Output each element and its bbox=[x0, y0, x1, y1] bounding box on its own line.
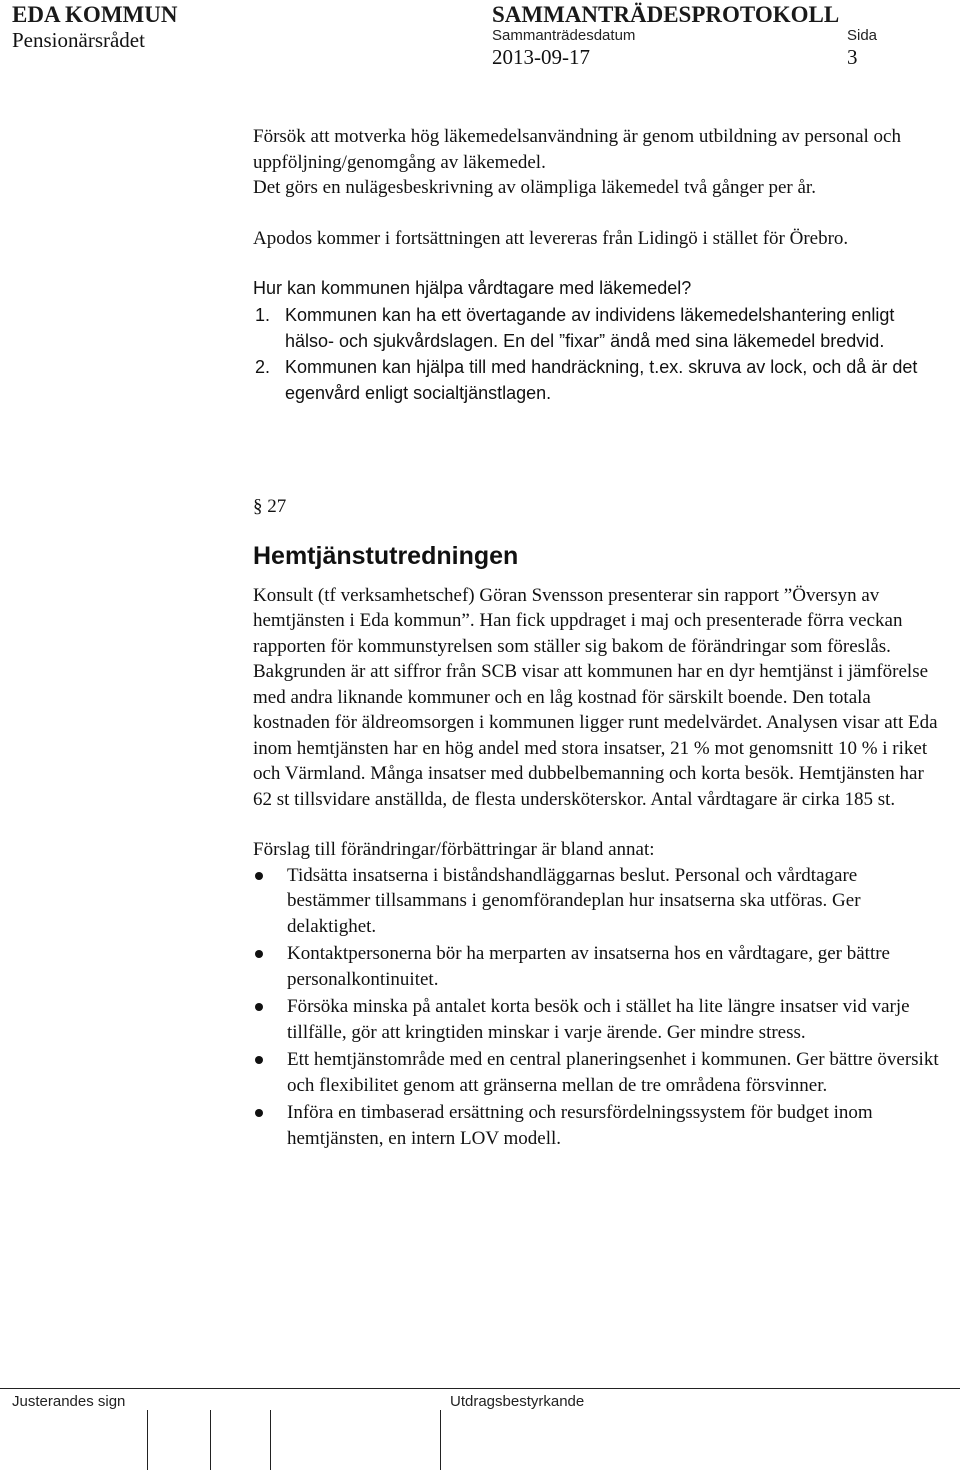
footer-divider bbox=[0, 1388, 960, 1389]
intro-paragraph-1: Försök att motverka hög läkemedelsanvändning är genom utbildning av personal och uppföljning/genomgång av läkemedel. bbox=[253, 126, 901, 173]
header-middle bbox=[492, 2, 840, 70]
certification-label: Utdragsbestyrkande bbox=[450, 1393, 585, 1410]
section-body: Konsult (tf verksamhetschef) Göran Svensson presenterar sin rapport ”Översyn av hemtjänsten i Eda kommun”. Han fick uppdraget i maj och presenterade förra veckan rapporten för kommunstyrelsen som ställer sig bakom de förändringar som föreslås. Bakgrunden är att siffror från SCB visar att kommunen har en dyr hemtjänst i jämförelse med andra liknande kommuner och en låg kostnad för särskilt boende. Den totala kostnaden för äldreomsorgen i kommunen ligger runt medelvärdet. Analysen visar att Eda inom hemtjänsten har en hög andel med stora insatser, 21 % mot genomsnitt 10 % i riket och Värmland. Många insatser med dubbelbemanning och korta besök. Hemtjänsten har 62 st tillsvidare anställda, de flesta undersköterskor. Antal vårdtagare är cirka 185 st. bbox=[253, 584, 938, 810]
list-item bbox=[253, 941, 943, 992]
list-item-text: Försöka minska på antalet korta besök och i stället ha lite längre insatser vid varje tillfälle, gör att kringtiden minskar i varje ärende. Ger mindre stress. bbox=[287, 996, 910, 1043]
intro-paragraph-1b: Det görs en nulägesbeskrivning av olämpliga läkemedel två gånger per år. bbox=[253, 177, 816, 198]
signature-box-divider bbox=[270, 1410, 271, 1470]
document-body bbox=[253, 124, 943, 1153]
list-item bbox=[253, 302, 943, 354]
list-item-text: Kommunen kan hjälpa till med handräckning, t.ex. skruva av lock, och då är det egenvård enligt socialtjänstlagen. bbox=[285, 356, 918, 403]
bullet-icon bbox=[255, 1056, 263, 1064]
list-item-text: Tidsätta insatserna i biståndshandläggarnas beslut. Personal och vårdtagare bestämmer tillsammans i genomförandeplan hur insatserna ska utföras. Ger delaktighet. bbox=[287, 864, 861, 937]
sign-label: Justerandes sign bbox=[12, 1393, 126, 1410]
signature-box-divider bbox=[210, 1410, 211, 1470]
numbered-list bbox=[253, 302, 943, 406]
list-number: 2. bbox=[255, 356, 271, 377]
list-item-text: Ett hemtjänstområde med en central planeringsenhet i kommunen. Ger bättre översikt och flexibilitet genom att gränserna mellan de tre områdena försvinner. bbox=[287, 1049, 939, 1096]
document-title: SAMMANTRÄDESPROTOKOLL bbox=[492, 2, 840, 27]
signature-box-divider bbox=[147, 1410, 148, 1470]
list-item-text: Införa en timbaserad ersättning och resursfördelningssystem för budget inom hemtjänsten, en intern LOV modell. bbox=[287, 1102, 873, 1149]
header-left bbox=[12, 3, 472, 53]
list-item-text: Kontaktpersonerna bör ha merparten av insatserna hos en vårdtagare, ger bättre personalkontinuitet. bbox=[287, 943, 890, 990]
list-item bbox=[253, 1100, 943, 1151]
meeting-date-label: Sammanträdesdatum bbox=[492, 27, 636, 44]
bullet-icon bbox=[255, 1003, 263, 1011]
bullet-icon bbox=[255, 872, 263, 880]
header-right bbox=[847, 3, 947, 70]
list-item bbox=[253, 1047, 943, 1098]
list-item bbox=[253, 354, 943, 406]
list-item bbox=[253, 994, 943, 1045]
question-text: Hur kan kommunen hjälpa vårdtagare med läkemedel? bbox=[253, 278, 692, 298]
intro-paragraph-2: Apodos kommer i fortsättningen att levereras från Lidingö i stället för Örebro. bbox=[253, 227, 849, 249]
proposals-intro: Förslag till förändringar/förbättringar är bland annat: bbox=[253, 839, 655, 860]
list-item-text: Kommunen kan ha ett övertagande av individens läkemedelshantering enligt hälso- och sjukvårdslagen. En del ”fixar” ändå med sina läkemedel bredvid. bbox=[285, 304, 895, 351]
committee-name: Pensionärsrådet bbox=[12, 28, 145, 52]
meeting-date: 2013-09-17 bbox=[492, 45, 590, 69]
page-label: Sida bbox=[847, 27, 878, 44]
proposals-list bbox=[253, 863, 943, 1152]
certification-box-divider bbox=[440, 1410, 441, 1470]
organization-name: EDA KOMMUN bbox=[12, 2, 178, 27]
page-number: 3 bbox=[847, 45, 858, 69]
bullet-icon bbox=[255, 1109, 263, 1117]
section-number: § 27 bbox=[253, 495, 287, 517]
list-number: 1. bbox=[255, 304, 271, 325]
section-title: Hemtjänstutredningen bbox=[253, 541, 519, 570]
bullet-icon bbox=[255, 950, 263, 958]
list-item bbox=[253, 863, 943, 940]
